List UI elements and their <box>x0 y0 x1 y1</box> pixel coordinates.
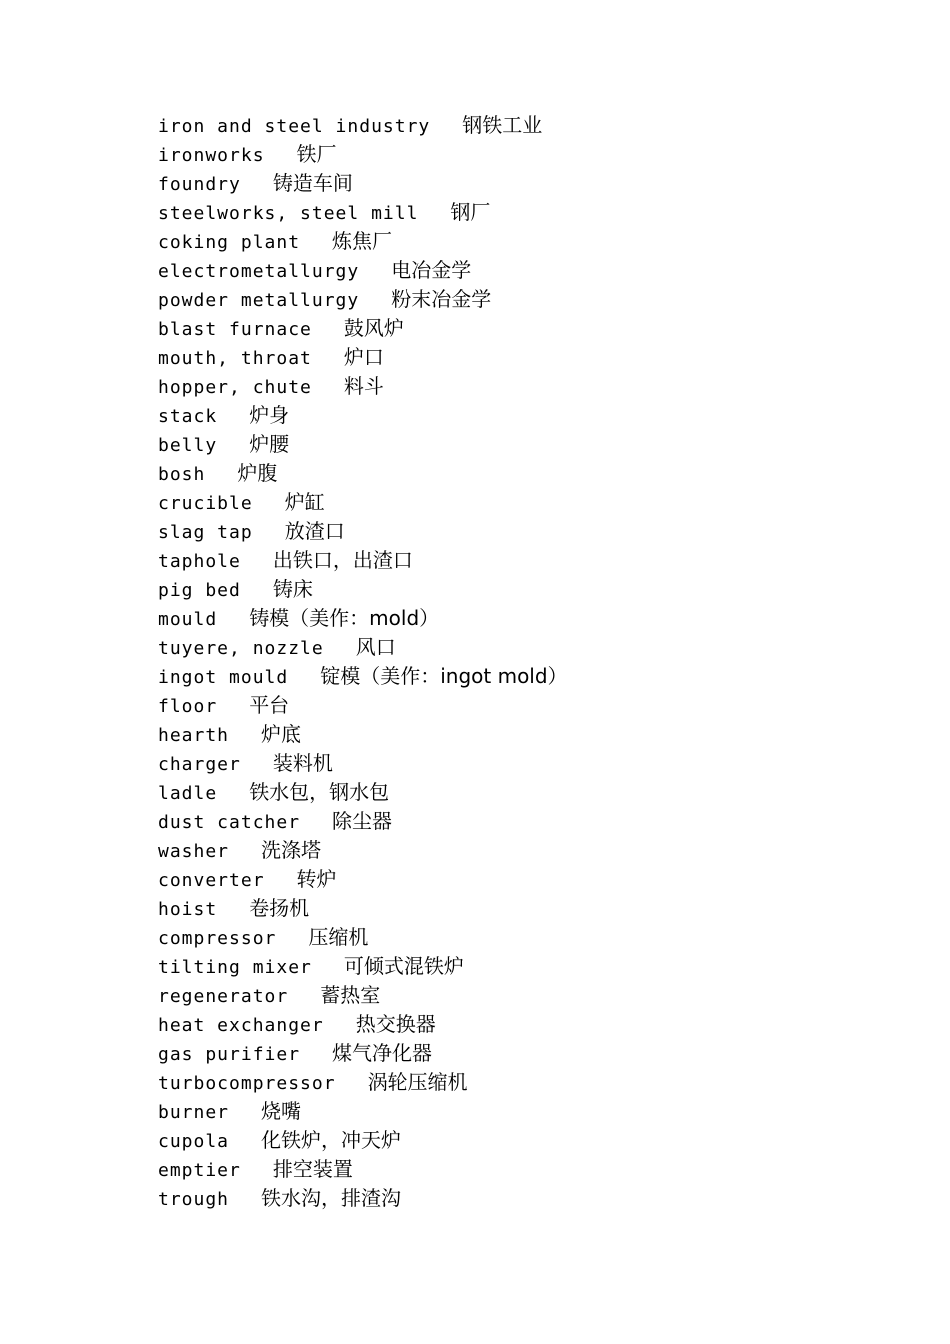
english-term: converter <box>158 870 265 891</box>
english-term: foundry <box>158 174 241 195</box>
chinese-translation: 炉身 <box>249 403 290 427</box>
chinese-translation: 铸造车间 <box>272 171 353 195</box>
chinese-translation: 钢厂 <box>450 200 491 224</box>
english-term: electrometallurgy <box>158 261 360 282</box>
chinese-translation: 风口 <box>355 635 396 659</box>
english-term: cupola <box>158 1131 230 1152</box>
english-term: ironworks <box>158 145 265 166</box>
chinese-translation: 炉口 <box>343 345 384 369</box>
glossary-entry <box>158 1068 568 1097</box>
chinese-translation: 平台 <box>249 693 290 717</box>
glossary-entry <box>158 1097 568 1126</box>
english-term: hoist <box>158 899 218 920</box>
english-term: ladle <box>158 783 218 804</box>
english-term: heat exchanger <box>158 1015 324 1036</box>
chinese-translation: 转炉 <box>296 867 337 891</box>
glossary-entry <box>158 691 568 720</box>
english-term: bosh <box>158 464 206 485</box>
english-term: emptier <box>158 1160 241 1181</box>
english-term: mould <box>158 609 218 630</box>
glossary-entry <box>158 169 568 198</box>
english-term: burner <box>158 1102 230 1123</box>
chinese-translation: 铁水包，钢水包 <box>249 780 390 804</box>
chinese-translation: 出铁口，出渣口 <box>272 548 413 572</box>
glossary-entry <box>158 1184 568 1213</box>
glossary-entry <box>158 517 568 546</box>
english-term: trough <box>158 1189 230 1210</box>
glossary-entry <box>158 865 568 894</box>
english-term: coking plant <box>158 232 301 253</box>
english-term: floor <box>158 696 218 717</box>
chinese-translation: 铸模（美作：mold） <box>249 606 440 630</box>
glossary-entry <box>158 140 568 169</box>
english-term: tuyere, nozzle <box>158 638 324 659</box>
chinese-translation: 压缩机 <box>308 925 369 949</box>
chinese-translation: 铸床 <box>272 577 313 601</box>
english-term: belly <box>158 435 218 456</box>
chinese-translation: 电冶金学 <box>391 258 472 282</box>
english-term: mouth, throat <box>158 348 312 369</box>
chinese-translation: 炉腰 <box>249 432 290 456</box>
glossary-entry <box>158 256 568 285</box>
glossary-entry <box>158 604 568 633</box>
glossary-list <box>158 111 568 1213</box>
chinese-translation: 锭模（美作：ingot mold） <box>320 664 568 688</box>
english-term: pig bed <box>158 580 241 601</box>
chinese-translation: 蓄热室 <box>320 983 381 1007</box>
english-term: regenerator <box>158 986 289 1007</box>
english-term: blast furnace <box>158 319 312 340</box>
chinese-translation: 铁水沟，排渣沟 <box>261 1186 402 1210</box>
chinese-translation: 炉缸 <box>284 490 325 514</box>
chinese-translation: 化铁炉，冲天炉 <box>261 1128 402 1152</box>
english-term: iron and steel industry <box>158 116 431 137</box>
chinese-translation: 炉腹 <box>237 461 278 485</box>
glossary-entry <box>158 1010 568 1039</box>
chinese-translation: 可倾式混铁炉 <box>343 954 464 978</box>
glossary-entry <box>158 372 568 401</box>
glossary-entry <box>158 778 568 807</box>
glossary-entry <box>158 488 568 517</box>
english-term: gas purifier <box>158 1044 301 1065</box>
glossary-entry <box>158 111 568 140</box>
chinese-translation: 钢铁工业 <box>462 113 543 137</box>
chinese-translation: 涡轮压缩机 <box>367 1070 468 1094</box>
glossary-entry <box>158 662 568 691</box>
chinese-translation: 卷扬机 <box>249 896 310 920</box>
glossary-entry <box>158 314 568 343</box>
english-term: stack <box>158 406 218 427</box>
chinese-translation: 放渣口 <box>284 519 345 543</box>
english-term: crucible <box>158 493 253 514</box>
glossary-entry <box>158 285 568 314</box>
glossary-entry <box>158 1126 568 1155</box>
english-term: hearth <box>158 725 230 746</box>
english-term: steelworks, steel mill <box>158 203 419 224</box>
english-term: washer <box>158 841 230 862</box>
english-term: powder metallurgy <box>158 290 360 311</box>
chinese-translation: 排空装置 <box>272 1157 353 1181</box>
glossary-entry <box>158 749 568 778</box>
chinese-translation: 铁厂 <box>296 142 337 166</box>
glossary-entry <box>158 981 568 1010</box>
chinese-translation: 洗涤塔 <box>261 838 322 862</box>
chinese-translation: 炉底 <box>261 722 302 746</box>
glossary-entry <box>158 923 568 952</box>
chinese-translation: 炼焦厂 <box>332 229 393 253</box>
glossary-entry <box>158 1039 568 1068</box>
english-term: ingot mould <box>158 667 289 688</box>
glossary-entry <box>158 1155 568 1184</box>
english-term: tilting mixer <box>158 957 312 978</box>
glossary-entry <box>158 836 568 865</box>
english-term: taphole <box>158 551 241 572</box>
glossary-entry <box>158 459 568 488</box>
glossary-entry <box>158 430 568 459</box>
chinese-translation: 粉末冶金学 <box>391 287 492 311</box>
chinese-translation: 装料机 <box>272 751 333 775</box>
glossary-entry <box>158 807 568 836</box>
english-term: compressor <box>158 928 277 949</box>
glossary-entry <box>158 198 568 227</box>
english-term: slag tap <box>158 522 253 543</box>
glossary-entry <box>158 401 568 430</box>
glossary-entry <box>158 546 568 575</box>
glossary-entry <box>158 633 568 662</box>
glossary-entry <box>158 720 568 749</box>
chinese-translation: 煤气净化器 <box>332 1041 433 1065</box>
english-term: charger <box>158 754 241 775</box>
english-term: turbocompressor <box>158 1073 336 1094</box>
chinese-translation: 热交换器 <box>355 1012 436 1036</box>
glossary-entry <box>158 343 568 372</box>
chinese-translation: 料斗 <box>343 374 384 398</box>
glossary-entry <box>158 575 568 604</box>
glossary-entry <box>158 894 568 923</box>
chinese-translation: 烧嘴 <box>261 1099 302 1123</box>
english-term: hopper, chute <box>158 377 312 398</box>
chinese-translation: 除尘器 <box>332 809 393 833</box>
glossary-entry <box>158 227 568 256</box>
glossary-entry <box>158 952 568 981</box>
chinese-translation: 鼓风炉 <box>343 316 404 340</box>
english-term: dust catcher <box>158 812 301 833</box>
